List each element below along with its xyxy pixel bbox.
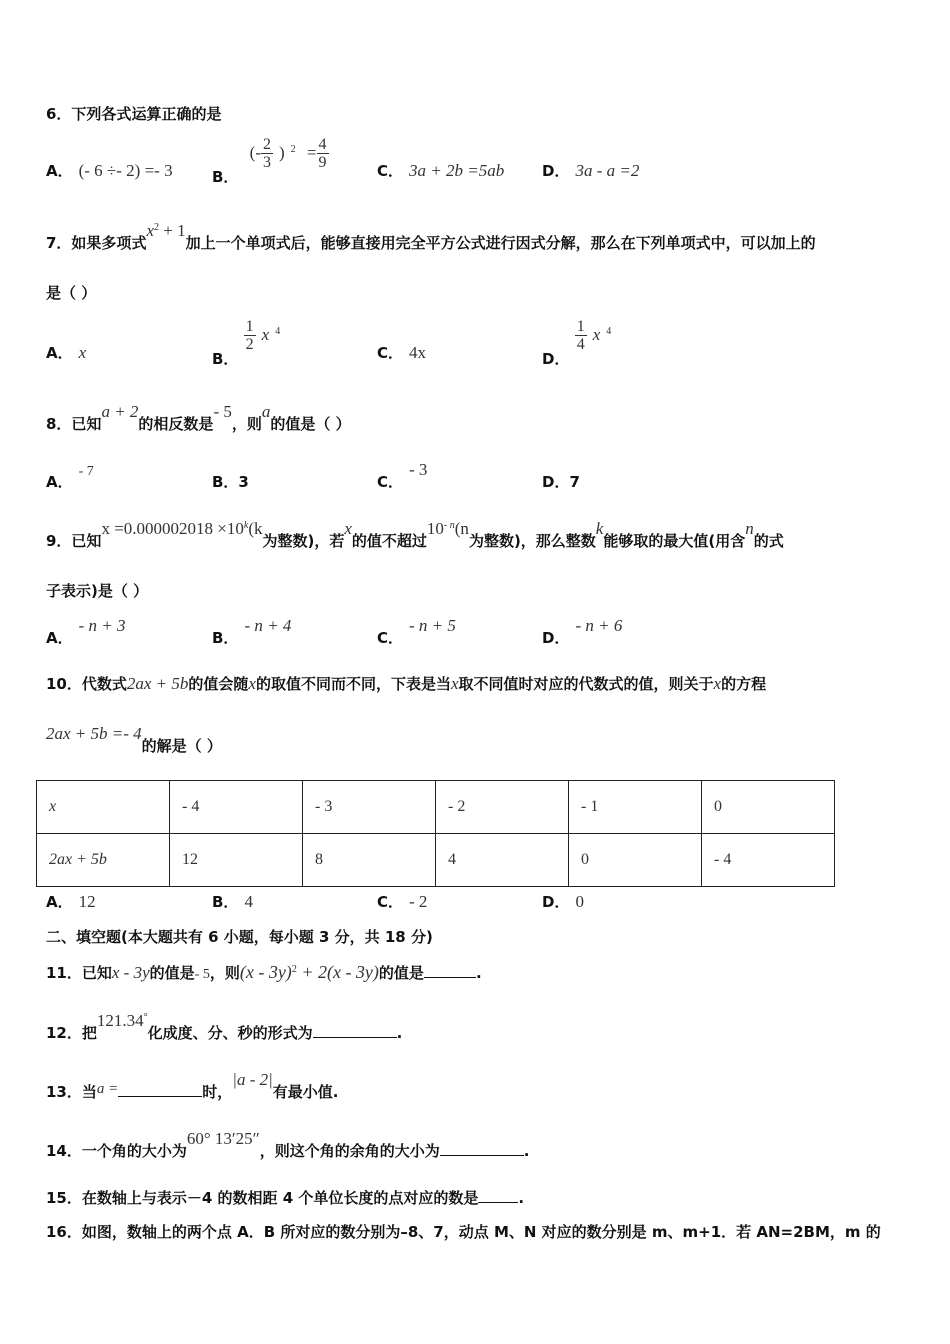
q8-option-c (377, 460, 428, 492)
option-label: C． (377, 473, 404, 491)
table-cell: 12 (170, 834, 303, 887)
q15-stem (46, 1187, 524, 1208)
option-expr: 3a - a =2 (575, 161, 640, 180)
math-expr: 2ax + 5b =- 4 (46, 724, 142, 743)
stem-text: 9．已知 (46, 532, 102, 550)
q6-stem: 6．下列各式运算正确的是 (46, 105, 222, 123)
math-expr: 60° 13′25″ (186, 1129, 260, 1148)
answer-blank[interactable] (440, 1155, 524, 1156)
stem-text: 的式 (753, 532, 784, 550)
option-expr: 0 (575, 892, 584, 911)
stem-text: 有最小值. (272, 1083, 339, 1101)
q6-option-d (542, 160, 639, 181)
exponent: 2 (154, 222, 159, 233)
stem-text: 8．已知 (46, 415, 102, 433)
math-expr: a + 2 (101, 402, 139, 421)
option-expr: x (592, 325, 601, 344)
option-label: A． (46, 473, 73, 491)
option-expr: - n + 6 (575, 616, 623, 635)
stem-text: ，则 (209, 964, 240, 982)
option-expr: x (78, 343, 87, 362)
option-label: C． (377, 162, 404, 180)
q12-stem (46, 1011, 403, 1043)
table-cell: - 4 (170, 781, 303, 834)
option-expr: - n + 4 (244, 616, 292, 635)
q8-option-d: D．7 (542, 473, 580, 491)
q10-equation-line (46, 724, 222, 756)
stem-text: . (396, 1024, 403, 1042)
answer-blank[interactable] (478, 1202, 518, 1203)
stem-text: 的值是 (378, 964, 424, 982)
q16-stem: 16．如图，数轴上的两个点 A．B 所对应的数分别为–8、7，动点 M、N 对应的数分别是 m、m+1．若 AN=2BM，m 的 (46, 1223, 881, 1241)
stem-text: 的值会随 (188, 675, 249, 693)
stem-text: 化成度、分、秒的形式为 (147, 1024, 313, 1042)
math-expr: x (713, 674, 722, 693)
option-expr: - n + 5 (409, 616, 456, 635)
section-heading: 二、填空题(本大题共有 6 小题，每小题 3 分，共 18 分) (46, 928, 433, 946)
q9-option-c (377, 616, 456, 648)
math-expr: a = (96, 1081, 119, 1097)
option-expr: - 3 (409, 460, 428, 479)
table-cell: 4 (436, 834, 569, 887)
fraction-denominator: 3 (263, 154, 271, 171)
math-expr: k (595, 519, 604, 538)
math-expr: x (344, 519, 352, 538)
answer-blank[interactable] (118, 1096, 202, 1097)
option-expr: - 7 (78, 464, 94, 479)
q8-stem (46, 402, 351, 434)
q8-option-a (46, 464, 94, 492)
math-expr: x - 3y (111, 963, 150, 982)
q7-stem (46, 221, 816, 253)
q13-stem (46, 1070, 339, 1102)
option-expr: = (306, 143, 317, 162)
math-expr: x (450, 674, 459, 693)
stem-text: 的值是 (149, 964, 195, 982)
q7-stem-line2: 是（ ） (46, 284, 97, 302)
stem-text: 10．代数式 (46, 675, 127, 693)
fraction-numerator: 1 (245, 318, 254, 335)
q7-option-b (212, 318, 281, 368)
stem-text: 为整数)，若 (262, 532, 345, 550)
stem-text: 15．在数轴上与表示－4 的数相距 4 个单位长度的点对应的数是 (46, 1189, 479, 1207)
math-expr: + 1 (159, 221, 186, 240)
option-label: C． (377, 629, 404, 647)
stem-text: 7．如果多项式 (46, 234, 147, 252)
stem-text: 时， (202, 1083, 233, 1101)
q9-option-a (46, 616, 126, 648)
q10-stem (46, 673, 766, 694)
q11-stem (46, 962, 482, 983)
q9-option-d (542, 616, 623, 648)
table-cell: - 4 (702, 834, 835, 887)
option-expr: 3a + 2b =5ab (409, 161, 505, 180)
math-expr: (k (248, 519, 263, 538)
stem-text: . (523, 1142, 530, 1160)
exponent: 4 (606, 326, 612, 337)
stem-text: 的值是（ ） (270, 415, 351, 433)
stem-text: 的相反数是 (138, 415, 214, 433)
stem-text: 13．当 (46, 1083, 97, 1101)
math-expr: 10 (426, 519, 444, 538)
stem-text: . (475, 964, 482, 982)
table-cell: 0 (702, 781, 835, 834)
exponent: 4 (275, 326, 281, 337)
math-expr: x =0.000002018 ×10 (101, 519, 244, 538)
option-label: A． (46, 629, 73, 647)
option-label: A． (46, 162, 73, 180)
exponent: - n (443, 520, 455, 531)
q9-option-b (212, 616, 292, 648)
table-cell: - 3 (303, 781, 436, 834)
q10-value-table (36, 780, 835, 887)
option-expr: - n + 3 (78, 616, 126, 635)
option-expr: x (261, 325, 270, 344)
math-expr: (n (454, 519, 469, 538)
option-label: B． (212, 168, 239, 186)
q7-option-c (377, 342, 426, 363)
q10-option-a (46, 891, 96, 912)
table-cell: 2ax + 5b (37, 834, 170, 887)
table-cell: 0 (569, 834, 702, 887)
answer-blank[interactable] (424, 977, 476, 978)
q9-stem-line2: 子表示)是（ ） (46, 582, 149, 600)
math-expr: |a - 2| (232, 1070, 273, 1089)
math-expr: + 2(x - 3y) (296, 962, 379, 982)
stem-text: 的值不超过 (351, 532, 427, 550)
stem-text: 为整数)，那么整数 (468, 532, 596, 550)
table-cell: 8 (303, 834, 436, 887)
table-row (37, 781, 835, 834)
math-expr: - 5 (194, 967, 210, 982)
answer-blank[interactable] (313, 1037, 397, 1038)
q6-option-a (46, 160, 173, 181)
stem-text: 的方程 (721, 675, 767, 693)
stem-text: 的解是（ ） (141, 737, 222, 755)
option-expr: (- (249, 143, 261, 162)
exponent: 2 (291, 964, 297, 975)
fraction-numerator: 1 (576, 318, 585, 335)
option-expr: 4 (244, 892, 253, 911)
fraction-denominator: 4 (576, 336, 585, 353)
stem-text: ，则这个角的余角的大小为 (259, 1142, 440, 1160)
math-expr: (x - 3y) (239, 962, 292, 982)
math-expr: 2ax + 5b (126, 674, 189, 693)
stem-text: 的取值不同而不同，下表是当 (255, 675, 451, 693)
q6-option-b (212, 136, 329, 186)
option-label: B． (212, 350, 239, 368)
math-expr: x (146, 221, 154, 240)
q14-stem (46, 1129, 530, 1161)
exponent: 2 (290, 144, 296, 155)
q10-option-d (542, 891, 584, 912)
math-expr: x (248, 674, 256, 693)
exponent: k (243, 520, 249, 531)
math-expr: n (745, 519, 754, 538)
fraction-denominator: 9 (318, 154, 327, 171)
stem-text: 能够取的最大值(用含 (603, 532, 746, 550)
option-label: D． (542, 350, 570, 368)
option-label: D． (542, 893, 570, 911)
exponent: ° (143, 1012, 148, 1023)
stem-text: 11．已知 (46, 964, 112, 982)
q10-option-c (377, 891, 427, 912)
math-expr: - 5 (213, 402, 232, 421)
stem-text: . (518, 1189, 525, 1207)
option-label: C． (377, 344, 404, 362)
table-cell: x (37, 781, 170, 834)
q7-option-d (542, 318, 612, 368)
math-expr: a (261, 402, 271, 421)
q8-option-b: B．3 (212, 473, 249, 491)
option-expr: (- 6 ÷- 2) =- 3 (78, 161, 173, 180)
fraction-numerator: 2 (263, 136, 271, 153)
option-label: D． (542, 629, 570, 647)
option-expr: 4x (409, 343, 427, 362)
option-expr: - 2 (409, 892, 428, 911)
q7-option-a (46, 342, 86, 363)
option-label: A． (46, 344, 73, 362)
fraction-denominator: 2 (245, 336, 254, 353)
q10-option-b (212, 891, 253, 912)
option-expr: 12 (78, 892, 96, 911)
stem-text: 14．一个角的大小为 (46, 1142, 187, 1160)
q6-option-c (377, 160, 504, 181)
option-label: B． (212, 893, 239, 911)
option-label: A． (46, 893, 73, 911)
math-expr: 121.34 (96, 1011, 144, 1030)
table-cell: - 1 (569, 781, 702, 834)
option-label: D． (542, 162, 570, 180)
stem-text: 12．把 (46, 1024, 97, 1042)
option-label: B． (212, 629, 239, 647)
fraction-numerator: 4 (318, 136, 327, 153)
table-cell: - 2 (436, 781, 569, 834)
table-row (37, 834, 835, 887)
option-expr: ) (279, 143, 285, 162)
stem-text: ，则 (231, 415, 262, 433)
stem-text: 加上一个单项式后，能够直接用完全平方公式进行因式分解，那么在下列单项式中，可以加上的 (185, 234, 816, 252)
stem-text: 取不同值时对应的代数式的值，则关于 (458, 675, 714, 693)
option-label: C． (377, 893, 404, 911)
